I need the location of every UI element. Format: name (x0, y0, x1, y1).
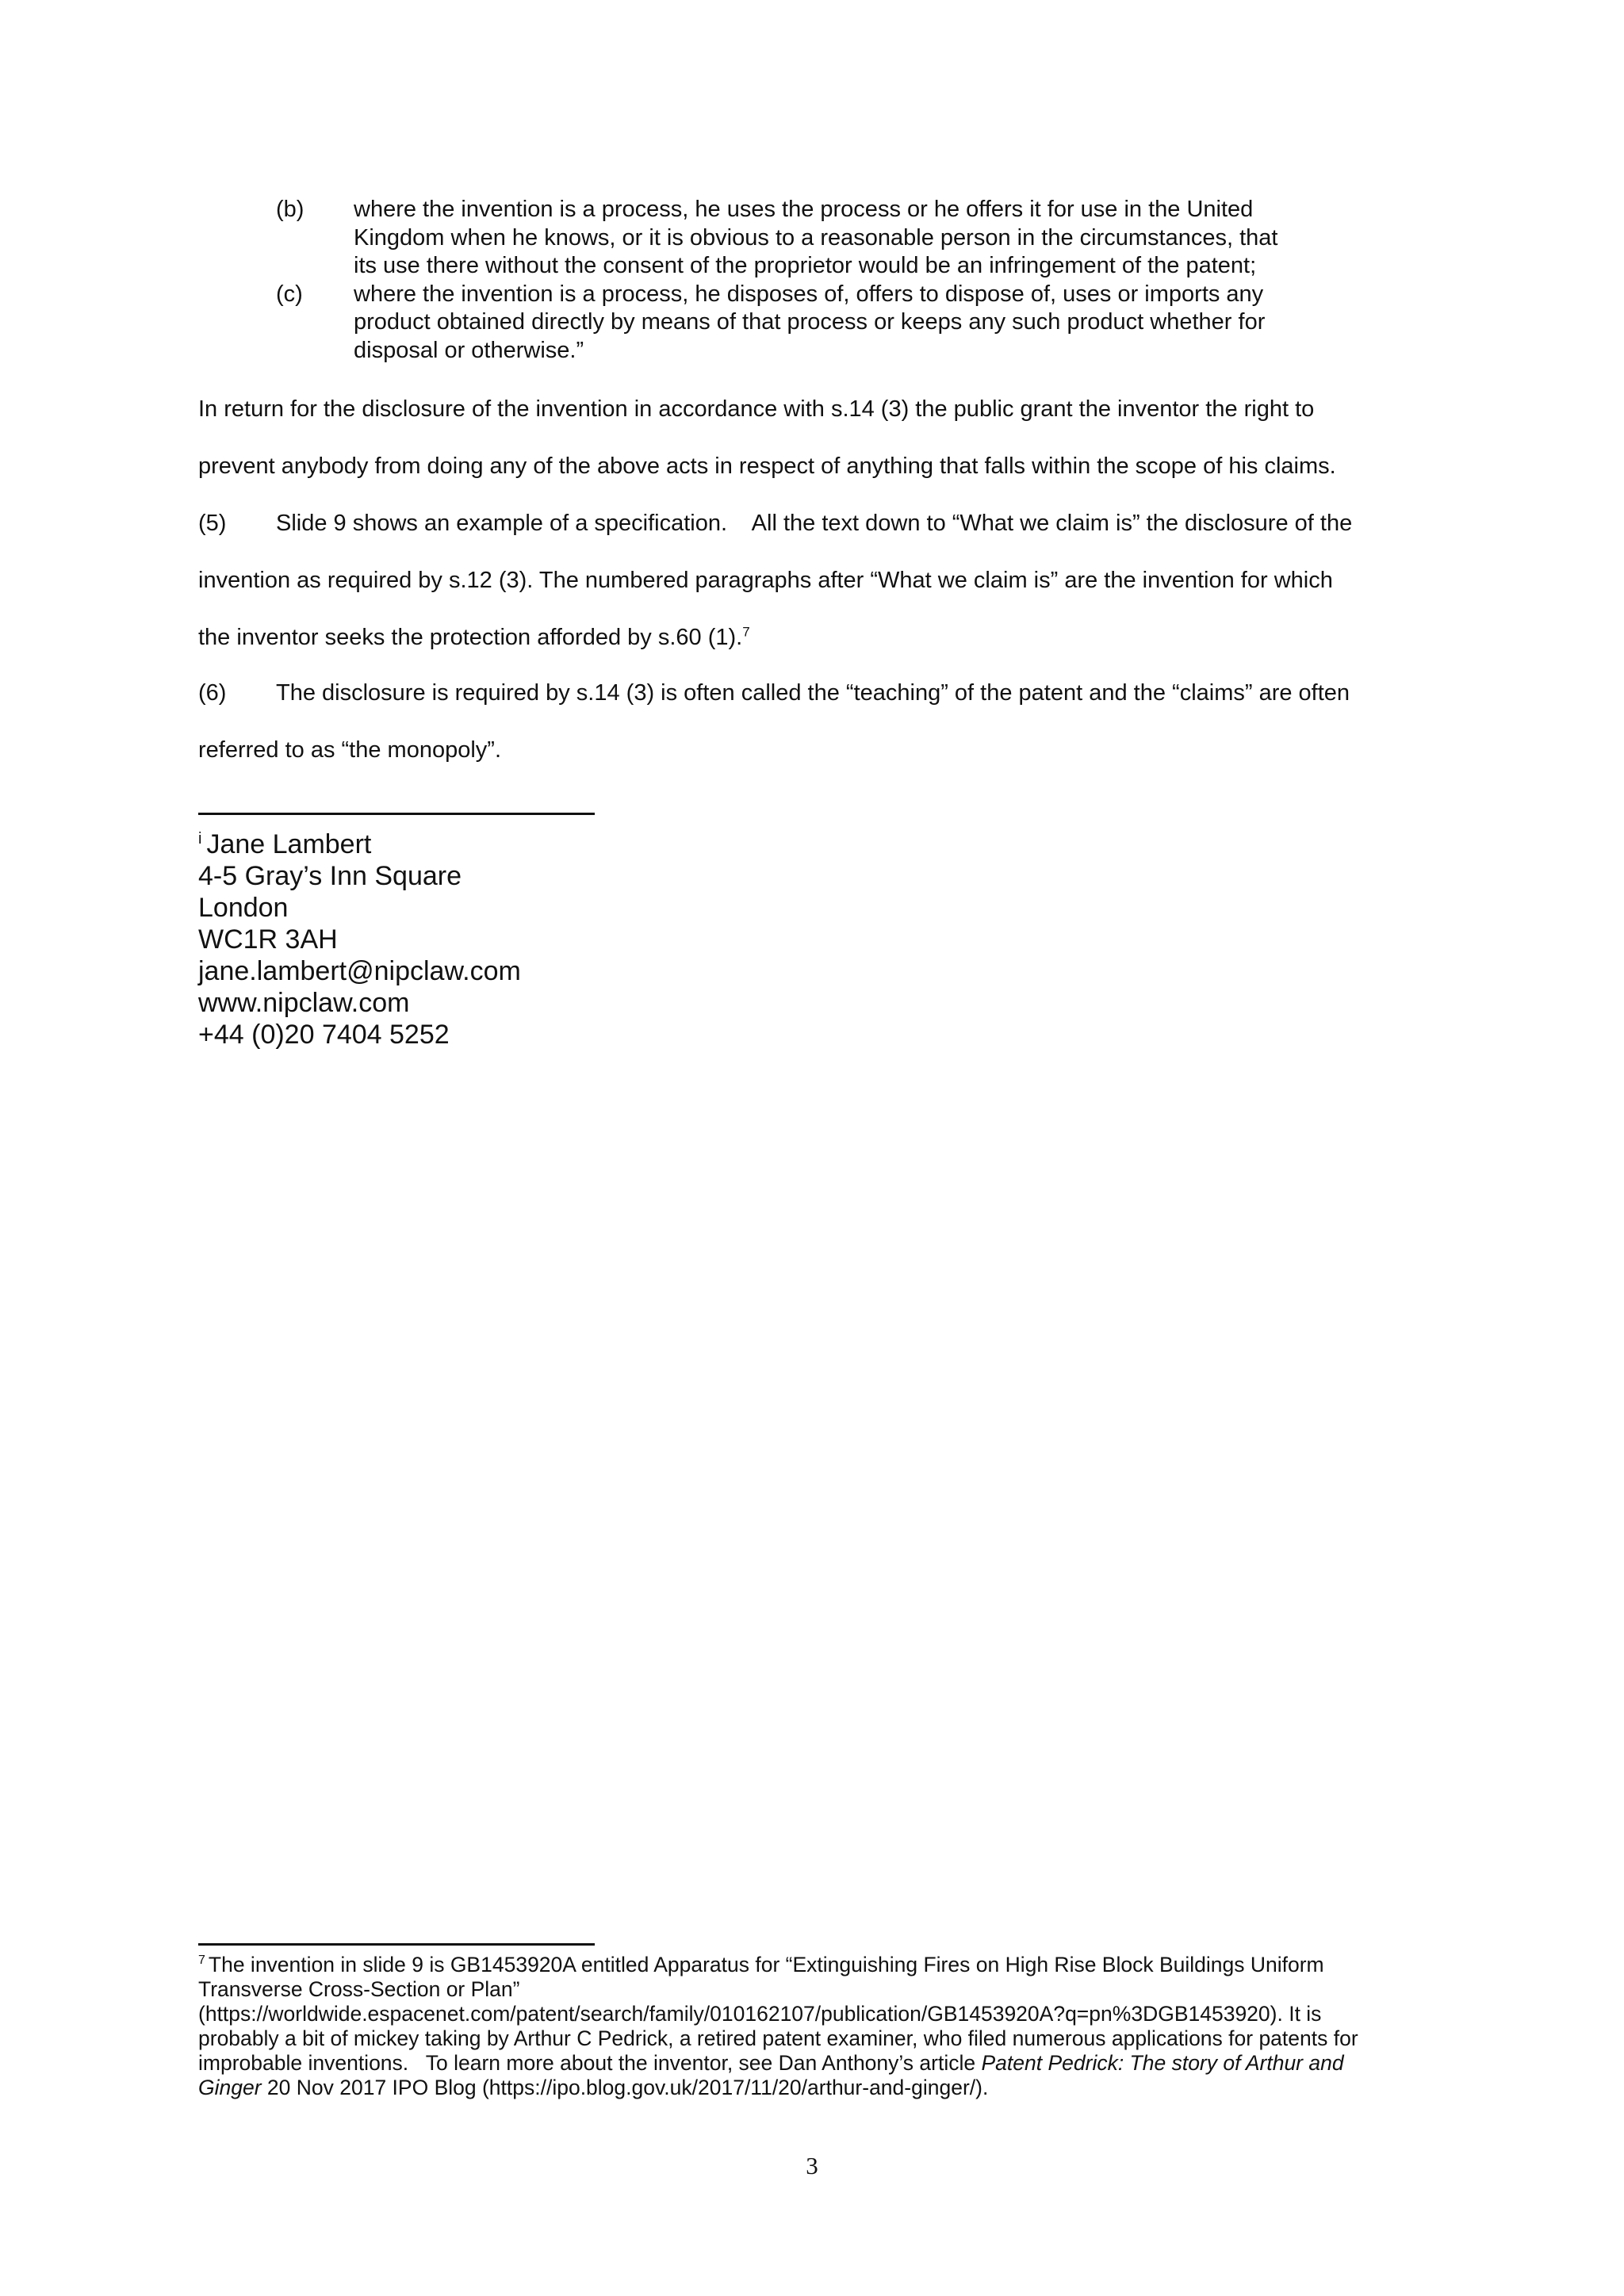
list-item-text: where the invention is a process, he disposes of, offers to dispose of, uses or imports any product obtained directly by means of that process or keeps any such product whether for disposal or otherwise.” (354, 281, 1266, 363)
list-item (276, 196, 1354, 281)
author-phone: +44 (0)20 7404 5252 (198, 1020, 450, 1050)
footnote-separator (198, 813, 595, 815)
footnote-line (198, 2076, 1435, 2100)
footnote-line: Transverse Cross-Section or Plan” (198, 1977, 520, 2001)
footnote-line (198, 1953, 1435, 1977)
footnote-7 (198, 1953, 1435, 2100)
list-item-text: where the invention is a process, he uses the process or he offers it for use in the United Kingdom when he knows, or it is obvious to a reasonable person in the circumstances, that its use there without the consent of the proprietor would be an infringement of the patent; (354, 197, 1278, 278)
paragraph-5-line-3 (198, 624, 1435, 652)
author-name: Jane Lambert (206, 829, 372, 859)
author-website[interactable]: www.nipclaw.com (198, 988, 410, 1018)
paragraph-6-line-2: referred to as “the monopoly”. (198, 737, 502, 763)
article-title: Ginger (198, 2076, 262, 2099)
endnote-marker: i (198, 829, 202, 848)
footnote-text: The invention in slide 9 is GB1453920A entitled Apparatus for “Extinguishing Fires on High Rise Block Buildings Uniform (208, 1953, 1324, 1976)
footnote-text: 20 Nov 2017 IPO Blog (https://ipo.blog.gov.uk/2017/11/20/arthur-and-ginger/). (261, 2076, 989, 2099)
footnote-link-line[interactable]: (https://worldwide.espacenet.com/patent/search/family/010162107/publication/GB1453920A?q=pn%3DGB1453920). It is (198, 2002, 1322, 2026)
paragraph-number: (6) (198, 680, 227, 706)
article-title: Patent Pedrick: The story of Arthur and (981, 2051, 1344, 2075)
paragraph-text: the inventor seeks the protection afforded by s.60 (1). (198, 625, 743, 650)
paragraph-text: Slide 9 shows an example of a specification. All the text down to “What we claim is” the disclosure of the (276, 511, 1353, 536)
paragraph-4-line-1: In return for the disclosure of the invention in accordance with s.14 (3) the public grant the inventor the right to (198, 396, 1315, 422)
address-postcode: WC1R 3AH (198, 924, 338, 955)
footnote-reference[interactable]: 7 (742, 624, 750, 640)
sub-clause-list (276, 196, 1354, 365)
paragraph-5-line-1 (198, 510, 1435, 538)
paragraph-number: (5) (198, 511, 227, 536)
footnote-text: improbable inventions. To learn more about the inventor, see Dan Anthony’s article (198, 2051, 982, 2075)
list-item (276, 281, 1354, 365)
page-number: 3 (806, 2152, 818, 2179)
list-item-label: (b) (276, 197, 304, 222)
paragraph-text: The disclosure is required by s.14 (3) is often called the “teaching” of the patent and the “claims” are often (276, 680, 1350, 706)
author-address (198, 828, 521, 1050)
author-email[interactable]: jane.lambert@nipclaw.com (198, 956, 521, 986)
list-item-label: (c) (276, 281, 303, 307)
footnote-separator (198, 1943, 595, 1946)
address-city: London (198, 893, 289, 923)
footnote-line (198, 2051, 1435, 2076)
paragraph-5-line-2: invention as required by s.12 (3). The numbered paragraphs after “What we claim is” are the invention for which (198, 568, 1333, 593)
paragraph-4-line-2: prevent anybody from doing any of the above acts in respect of anything that falls within the scope of his claims. (198, 453, 1336, 479)
paragraph-6-line-1 (198, 679, 1435, 707)
author-name-line (198, 828, 521, 860)
footnote-line: probably a bit of mickey taking by Arthur C Pedrick, a retired patent examiner, who filed numerous applications for patents for (198, 2026, 1358, 2050)
footnote-marker: 7 (198, 1954, 205, 1968)
address-street: 4-5 Gray’s Inn Square (198, 861, 462, 891)
